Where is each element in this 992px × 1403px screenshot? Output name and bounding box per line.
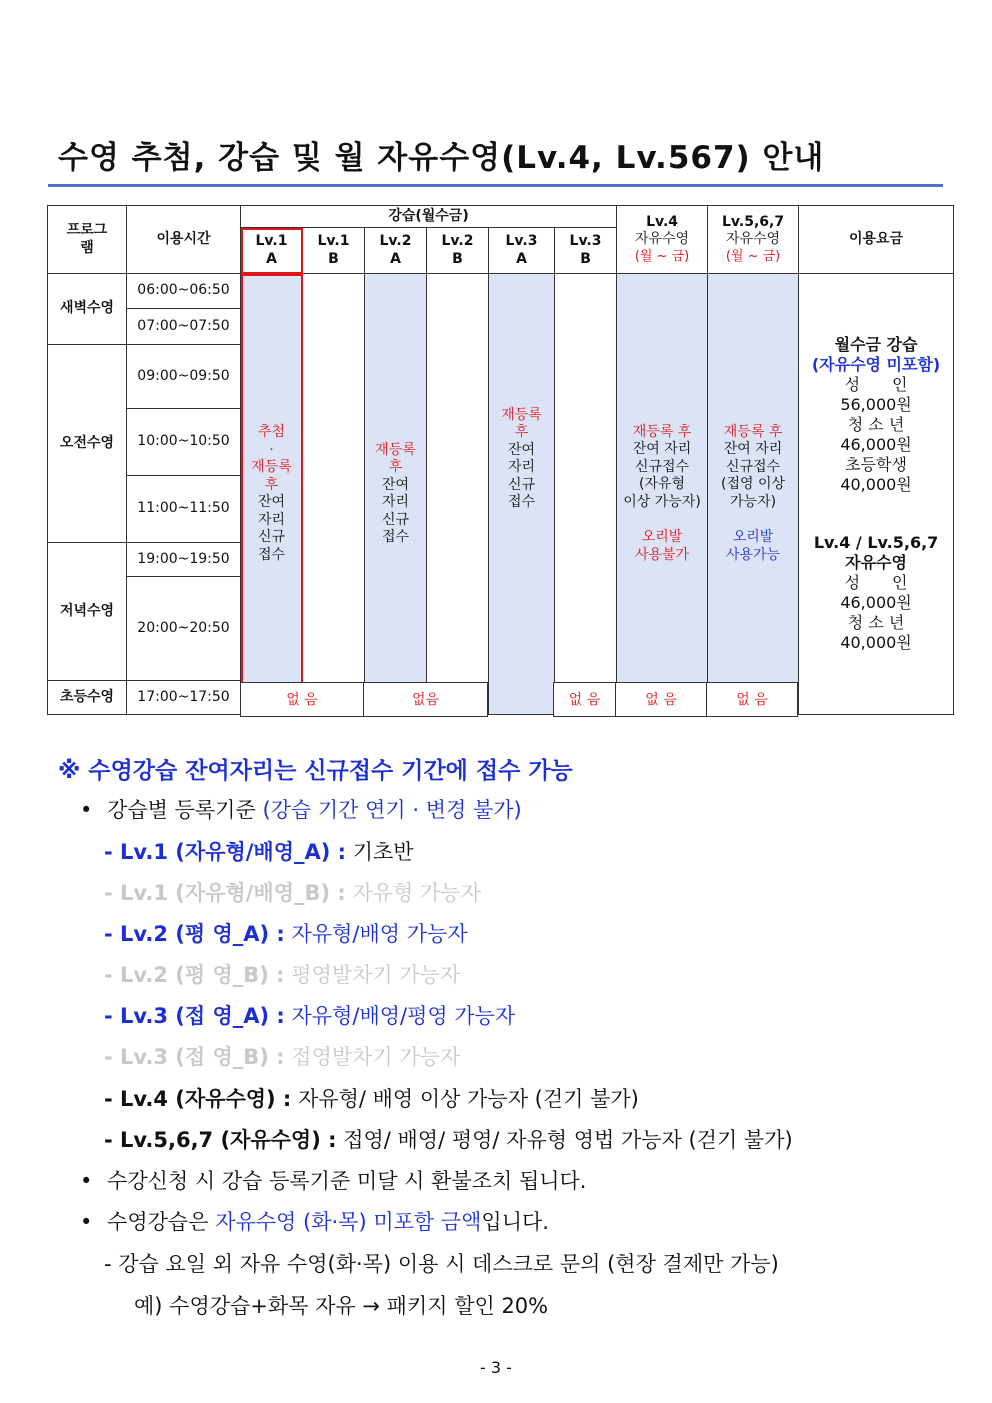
- level-desc: 접영발차기 가능자: [291, 1045, 461, 1069]
- level-key: - Lv.1 (자유형/배영_A) :: [104, 840, 347, 864]
- header-lv4-level: Lv.4: [646, 213, 679, 230]
- fee-line: 40,000원: [840, 633, 912, 652]
- level-desc: 자유형 가능자: [352, 881, 481, 905]
- fee-line: (자유수영 미포함): [811, 355, 941, 374]
- header-lv3a: [489, 228, 555, 274]
- fee-line: 46,000원: [840, 435, 912, 454]
- no-class-lv567: 없 음: [706, 682, 798, 717]
- note-line: 사용가능: [725, 546, 781, 563]
- note-line: 접수: [381, 529, 410, 545]
- note-line: 이상 가능자): [623, 493, 701, 510]
- fee-line: 성 인: [844, 375, 908, 394]
- fee-line: 56,000원: [840, 395, 912, 414]
- time-slot: 07:00~07:50: [127, 309, 241, 345]
- header-lv2b: [427, 228, 489, 274]
- group-elementary: 초등수영: [48, 681, 127, 715]
- header-program-label: 프로그램: [66, 222, 108, 256]
- header-lv1a-class: A: [266, 250, 277, 267]
- note-line: 재등록 후: [632, 423, 692, 440]
- header-lv1b-level: Lv.1: [317, 233, 350, 249]
- note-line: 자리: [381, 494, 410, 510]
- no-class-lv1: 없 음: [240, 682, 364, 717]
- header-lv567-days: (월 ~ 금): [725, 248, 781, 264]
- level-key: - Lv.3 (접 영_B) :: [104, 1045, 285, 1069]
- note-line: 재등록: [501, 406, 542, 423]
- bullet-icon: •: [80, 1169, 93, 1193]
- header-lv567-level: Lv.5,6,7: [722, 213, 785, 230]
- notes-heading: ※ 수영강습 잔여자리는 신규접수 기간에 접수 가능: [58, 758, 573, 784]
- bullet-icon: •: [80, 1210, 93, 1234]
- level-desc: 자유형/배영 가능자: [291, 922, 468, 946]
- note-line: (접영 이상: [721, 476, 786, 493]
- time-slot: 09:00~09:50: [127, 345, 241, 409]
- header-lv2b-class: B: [452, 250, 463, 267]
- level-line: [104, 1041, 460, 1071]
- title-underline: [48, 184, 943, 187]
- level-line: [104, 1000, 515, 1030]
- header-lv2a: [365, 228, 427, 274]
- time-slot: 17:00~17:50: [127, 681, 241, 715]
- sub-note-desk: - 강습 요일 외 자유 수영(화·목) 이용 시 데스크로 문의 (현장 결제만 가능): [104, 1252, 779, 1276]
- note-line: 신규: [257, 529, 286, 545]
- level-key: - Lv.5,6,7 (자유수영) :: [104, 1128, 337, 1152]
- header-lv2b-level: Lv.2: [441, 233, 474, 249]
- fee-cell: [799, 274, 954, 715]
- page-title: 수영 추첨, 강습 및 월 자유수영(Lv.4, Lv.567) 안내: [58, 140, 825, 176]
- header-lv3b-level: Lv.3: [569, 233, 602, 249]
- level-desc: 평영발차기 가능자: [291, 963, 461, 987]
- header-lv3b-class: B: [580, 250, 591, 267]
- note-line: 자리: [507, 459, 536, 475]
- note-line: ·: [269, 441, 274, 458]
- level-line: [104, 877, 481, 907]
- lv2b-empty: [427, 274, 489, 715]
- time-slot: 10:00~10:50: [127, 409, 241, 476]
- schedule-table: [47, 205, 954, 715]
- note-line: 재등록: [375, 441, 416, 458]
- level-key: - Lv.2 (평 영_A) :: [104, 922, 285, 946]
- header-lv1a-level: Lv.1: [255, 233, 288, 249]
- level-line: [104, 1124, 793, 1154]
- level-line: [104, 959, 460, 989]
- level-key: - Lv.3 (접 영_A) :: [104, 1004, 285, 1028]
- no-class-lv3b: 없 음: [553, 682, 616, 717]
- fee-line: 46,000원: [840, 593, 912, 612]
- level-desc: 자유형/ 배영 이상 가능자 (걷기 불가): [298, 1087, 639, 1111]
- lv4-note: [617, 274, 708, 715]
- note-line: 잔여 자리: [632, 441, 692, 458]
- header-lv3a-level: Lv.3: [505, 233, 538, 249]
- fee-line: Lv.4 / Lv.5,6,7: [813, 533, 939, 552]
- note-line: 접수: [257, 546, 286, 563]
- time-slot: 19:00~19:50: [127, 543, 241, 577]
- price-text-post: 입니다.: [481, 1210, 549, 1234]
- level-desc: 접영/ 배영/ 평영/ 자유형 영법 가능자 (걷기 불가): [343, 1128, 793, 1152]
- level-key: - Lv.4 (자유수영) :: [104, 1087, 292, 1111]
- level-line: [104, 1083, 639, 1113]
- level-key: - Lv.1 (자유형/배영_B) :: [104, 881, 346, 905]
- elementary-row-cells: [240, 682, 953, 717]
- note-line: 후: [388, 459, 403, 475]
- level-key: - Lv.2 (평 영_B) :: [104, 963, 285, 987]
- note-line: 접수: [507, 494, 536, 510]
- fee-line: 청 소 년: [847, 415, 905, 434]
- note-line: 후: [264, 476, 279, 493]
- note-line: 가능자): [730, 493, 777, 510]
- level-desc: 기초반: [352, 840, 414, 864]
- time-slot: 20:00~20:50: [127, 577, 241, 681]
- note-line: 오리발: [641, 529, 683, 546]
- note-line: 오리발: [732, 529, 774, 546]
- note-line: 신규: [507, 476, 536, 493]
- fee-line: 월수금 강습: [834, 335, 918, 354]
- time-slot: 11:00~11:50: [127, 476, 241, 543]
- header-lv567: [708, 206, 799, 274]
- header-lv2a-level: Lv.2: [379, 233, 412, 249]
- level-desc: 자유형/배영/평영 가능자: [291, 1004, 516, 1028]
- note-line: 잔여: [507, 441, 536, 458]
- criteria-paren: (강습 기간 연기 · 변경 불가): [262, 798, 522, 822]
- level-line: [104, 918, 468, 948]
- header-lv1b: [303, 228, 365, 274]
- fee-line: 자유수영: [845, 553, 907, 572]
- time-slot: 06:00~06:50: [127, 274, 241, 309]
- lv567-note: [708, 274, 799, 715]
- no-class-lv4: 없 음: [615, 682, 707, 717]
- note-line: 자리: [257, 511, 286, 528]
- note-line: (자유형: [639, 476, 686, 493]
- header-lv2a-class: A: [390, 250, 401, 267]
- page-number: - 3 -: [480, 1358, 512, 1377]
- header-lessons: 강습(월수금): [241, 206, 617, 228]
- price-text-highlight: 자유수영 (화·목) 미포함 금액: [215, 1210, 482, 1234]
- note-line: 후: [514, 424, 529, 440]
- criteria-text: 강습별 등록기준: [107, 798, 256, 822]
- header-fee: 이용요금: [799, 206, 954, 274]
- bullet-refund: [80, 1165, 587, 1195]
- level-line: [104, 836, 414, 866]
- lv1b-empty: [303, 274, 365, 715]
- header-lv3a-class: A: [516, 250, 527, 267]
- lv3a-note: [489, 274, 555, 715]
- note-line: 신규접수: [725, 458, 781, 475]
- header-time: 이용시간: [127, 206, 241, 274]
- header-lv4: [617, 206, 708, 274]
- note-line: 재등록: [251, 459, 292, 475]
- note-line: 잔여 자리: [723, 441, 783, 458]
- note-line: 추첨: [257, 424, 286, 440]
- fee-line: 청 소 년: [847, 613, 905, 632]
- fee-line: 초등학생: [845, 455, 907, 474]
- group-dawn: 새벽수영: [48, 274, 127, 345]
- lv3b-empty: [555, 274, 617, 715]
- lv2a-note: [365, 274, 427, 715]
- header-program: [48, 206, 127, 274]
- note-line: 신규접수: [634, 458, 690, 475]
- price-text-pre: 수영강습은: [107, 1210, 216, 1234]
- header-lv4-days: (월 ~ 금): [634, 248, 690, 264]
- header-lv1a: [241, 228, 303, 274]
- refund-text: 수강신청 시 강습 등록기준 미달 시 환불조치 됩니다.: [107, 1169, 587, 1193]
- header-lv3b: [555, 228, 617, 274]
- bullet-criteria: [80, 794, 522, 824]
- note-line: 사용불가: [634, 546, 690, 563]
- group-evening: 저녁수영: [48, 543, 127, 681]
- header-lv4-label: 자유수영: [634, 231, 690, 248]
- header-lv1b-class: B: [328, 250, 339, 267]
- no-class-lv2: 없음: [363, 682, 488, 717]
- sub-note-package: 예) 수영강습+화목 자유 → 패키지 할인 20%: [134, 1294, 549, 1318]
- header-lv567-label: 자유수영: [725, 231, 781, 248]
- note-line: 신규: [381, 511, 410, 528]
- fee-line: 성 인: [844, 573, 908, 592]
- group-morning: 오전수영: [48, 345, 127, 543]
- fee-line: 40,000원: [840, 475, 912, 494]
- bullet-price: [80, 1206, 549, 1236]
- lv1a-note: [241, 274, 303, 715]
- note-line: 잔여: [381, 476, 410, 493]
- bullet-icon: •: [80, 798, 93, 822]
- note-line: 재등록 후: [723, 423, 783, 440]
- note-line: 잔여: [257, 494, 286, 510]
